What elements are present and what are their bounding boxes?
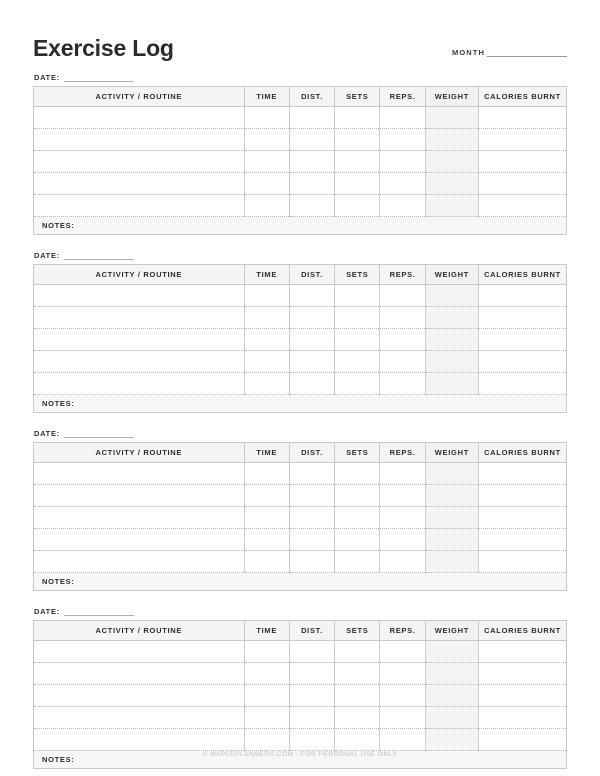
cell-sets[interactable] <box>335 107 380 129</box>
date-label: DATE: <box>34 251 60 260</box>
column-header-time: TIME <box>244 621 289 641</box>
cell-time[interactable] <box>244 351 289 373</box>
cell-activity[interactable] <box>34 729 245 751</box>
cell-dist[interactable] <box>289 485 334 507</box>
table-row[interactable] <box>34 507 567 529</box>
column-header-weight: WEIGHT <box>425 443 478 463</box>
table-body <box>34 285 567 413</box>
table-row[interactable] <box>34 685 567 707</box>
cell-calories[interactable] <box>479 173 567 195</box>
cell-sets[interactable] <box>335 329 380 351</box>
cell-calories[interactable] <box>479 729 567 751</box>
cell-activity[interactable] <box>34 151 245 173</box>
cell-time[interactable] <box>244 173 289 195</box>
column-header-sets: SETS <box>335 87 380 107</box>
cell-reps[interactable] <box>380 329 425 351</box>
date-input-line[interactable] <box>64 72 134 82</box>
cell-time[interactable] <box>244 329 289 351</box>
cell-activity[interactable] <box>34 129 245 151</box>
cell-weight[interactable] <box>425 707 478 729</box>
cell-time[interactable] <box>244 707 289 729</box>
cell-sets[interactable] <box>335 707 380 729</box>
page-title: Exercise Log <box>33 35 174 61</box>
date-field[interactable] <box>33 247 567 260</box>
table-row[interactable] <box>34 485 567 507</box>
cell-reps[interactable] <box>380 485 425 507</box>
table-body <box>34 641 567 769</box>
cell-activity[interactable] <box>34 195 245 217</box>
cell-sets[interactable] <box>335 307 380 329</box>
footer-copyright: © MAPLEPLANNERS.COM - FOR PERSONAL USE ONLY <box>202 751 398 758</box>
cell-weight[interactable] <box>425 685 478 707</box>
table-header-row <box>34 443 567 463</box>
cell-reps[interactable] <box>380 529 425 551</box>
column-header-activity: ACTIVITY / ROUTINE <box>34 621 245 641</box>
cell-activity[interactable] <box>34 351 245 373</box>
cell-weight[interactable] <box>425 373 478 395</box>
cell-calories[interactable] <box>479 507 567 529</box>
date-field[interactable] <box>33 69 567 82</box>
table-row[interactable] <box>34 351 567 373</box>
table-body <box>34 463 567 591</box>
cell-dist[interactable] <box>289 463 334 485</box>
cell-sets[interactable] <box>335 285 380 307</box>
cell-reps[interactable] <box>380 351 425 373</box>
cell-activity[interactable] <box>34 373 245 395</box>
month-input-line[interactable] <box>487 47 567 57</box>
cell-dist[interactable] <box>289 329 334 351</box>
cell-dist[interactable] <box>289 151 334 173</box>
cell-calories[interactable] <box>479 485 567 507</box>
cell-weight[interactable] <box>425 729 478 751</box>
cell-time[interactable] <box>244 729 289 751</box>
table-row[interactable] <box>34 551 567 573</box>
column-header-time: TIME <box>244 265 289 285</box>
notes-row[interactable] <box>34 217 567 235</box>
cell-dist[interactable] <box>289 351 334 373</box>
cell-dist[interactable] <box>289 551 334 573</box>
cell-calories[interactable] <box>479 373 567 395</box>
table-row[interactable] <box>34 373 567 395</box>
table-row[interactable] <box>34 307 567 329</box>
cell-time[interactable] <box>244 107 289 129</box>
table-header-row <box>34 265 567 285</box>
cell-time[interactable] <box>244 551 289 573</box>
cell-calories[interactable] <box>479 329 567 351</box>
cell-dist[interactable] <box>289 195 334 217</box>
cell-dist[interactable] <box>289 285 334 307</box>
notes-row[interactable] <box>34 573 567 591</box>
date-label: DATE: <box>34 429 60 438</box>
cell-sets[interactable] <box>335 663 380 685</box>
date-label: DATE: <box>34 73 60 82</box>
exercise-table <box>33 264 567 413</box>
log-section <box>33 603 567 769</box>
cell-time[interactable] <box>244 485 289 507</box>
cell-calories[interactable] <box>479 151 567 173</box>
cell-dist[interactable] <box>289 173 334 195</box>
exercise-table <box>33 442 567 591</box>
cell-sets[interactable] <box>335 507 380 529</box>
cell-calories[interactable] <box>479 663 567 685</box>
column-header-calories: CALORIES BURNT <box>479 265 567 285</box>
log-section <box>33 425 567 591</box>
column-header-reps: REPS. <box>380 87 425 107</box>
cell-dist[interactable] <box>289 729 334 751</box>
column-header-dist: DIST. <box>289 87 334 107</box>
cell-dist[interactable] <box>289 129 334 151</box>
month-label: MONTH <box>452 48 485 57</box>
table-row[interactable] <box>34 729 567 751</box>
cell-dist[interactable] <box>289 107 334 129</box>
cell-reps[interactable] <box>380 285 425 307</box>
cell-calories[interactable] <box>479 307 567 329</box>
cell-sets[interactable] <box>335 641 380 663</box>
cell-reps[interactable] <box>380 507 425 529</box>
cell-sets[interactable] <box>335 485 380 507</box>
cell-weight[interactable] <box>425 107 478 129</box>
cell-weight[interactable] <box>425 173 478 195</box>
column-header-reps: REPS. <box>380 621 425 641</box>
cell-time[interactable] <box>244 529 289 551</box>
column-header-sets: SETS <box>335 621 380 641</box>
cell-reps[interactable] <box>380 129 425 151</box>
cell-calories[interactable] <box>479 351 567 373</box>
cell-activity[interactable] <box>34 663 245 685</box>
date-input-line[interactable] <box>64 428 134 438</box>
cell-reps[interactable] <box>380 707 425 729</box>
cell-weight[interactable] <box>425 351 478 373</box>
cell-weight[interactable] <box>425 285 478 307</box>
cell-calories[interactable] <box>479 129 567 151</box>
cell-calories[interactable] <box>479 641 567 663</box>
cell-activity[interactable] <box>34 641 245 663</box>
table-header-row <box>34 87 567 107</box>
cell-reps[interactable] <box>380 307 425 329</box>
date-input-line[interactable] <box>64 250 134 260</box>
cell-activity[interactable] <box>34 329 245 351</box>
column-header-weight: WEIGHT <box>425 265 478 285</box>
cell-sets[interactable] <box>335 195 380 217</box>
cell-time[interactable] <box>244 307 289 329</box>
cell-reps[interactable] <box>380 641 425 663</box>
cell-calories[interactable] <box>479 195 567 217</box>
cell-sets[interactable] <box>335 151 380 173</box>
table-row[interactable] <box>34 129 567 151</box>
cell-calories[interactable] <box>479 107 567 129</box>
column-header-sets: SETS <box>335 443 380 463</box>
cell-activity[interactable] <box>34 463 245 485</box>
column-header-time: TIME <box>244 443 289 463</box>
month-field[interactable] <box>452 47 567 60</box>
cell-activity[interactable] <box>34 485 245 507</box>
column-header-calories: CALORIES BURNT <box>479 621 567 641</box>
table-header-row <box>34 621 567 641</box>
cell-weight[interactable] <box>425 151 478 173</box>
cell-sets[interactable] <box>335 463 380 485</box>
cell-time[interactable] <box>244 685 289 707</box>
cell-sets[interactable] <box>335 173 380 195</box>
page-header <box>33 22 567 60</box>
column-header-calories: CALORIES BURNT <box>479 443 567 463</box>
cell-calories[interactable] <box>479 529 567 551</box>
cell-sets[interactable] <box>335 729 380 751</box>
cell-weight[interactable] <box>425 551 478 573</box>
cell-activity[interactable] <box>34 529 245 551</box>
cell-time[interactable] <box>244 285 289 307</box>
column-header-weight: WEIGHT <box>425 621 478 641</box>
column-header-reps: REPS. <box>380 443 425 463</box>
log-section <box>33 247 567 413</box>
cell-reps[interactable] <box>380 685 425 707</box>
column-header-reps: REPS. <box>380 265 425 285</box>
column-header-dist: DIST. <box>289 621 334 641</box>
cell-weight[interactable] <box>425 307 478 329</box>
exercise-table <box>33 86 567 235</box>
cell-weight[interactable] <box>425 507 478 529</box>
cell-time[interactable] <box>244 663 289 685</box>
cell-calories[interactable] <box>479 285 567 307</box>
cell-sets[interactable] <box>335 129 380 151</box>
cell-reps[interactable] <box>380 551 425 573</box>
cell-sets[interactable] <box>335 685 380 707</box>
column-header-activity: ACTIVITY / ROUTINE <box>34 265 245 285</box>
column-header-dist: DIST. <box>289 265 334 285</box>
table-row[interactable] <box>34 707 567 729</box>
cell-reps[interactable] <box>380 463 425 485</box>
cell-weight[interactable] <box>425 463 478 485</box>
log-section <box>33 69 567 235</box>
cell-time[interactable] <box>244 151 289 173</box>
cell-sets[interactable] <box>335 551 380 573</box>
cell-activity[interactable] <box>34 707 245 729</box>
table-row[interactable] <box>34 463 567 485</box>
date-field[interactable] <box>33 603 567 616</box>
cell-dist[interactable] <box>289 685 334 707</box>
table-row[interactable] <box>34 173 567 195</box>
table-row[interactable] <box>34 663 567 685</box>
cell-dist[interactable] <box>289 307 334 329</box>
column-header-dist: DIST. <box>289 443 334 463</box>
cell-activity[interactable] <box>34 507 245 529</box>
cell-dist[interactable] <box>289 707 334 729</box>
cell-reps[interactable] <box>380 107 425 129</box>
cell-reps[interactable] <box>380 195 425 217</box>
notes-row[interactable] <box>34 395 567 413</box>
cell-time[interactable] <box>244 507 289 529</box>
cell-activity[interactable] <box>34 107 245 129</box>
column-header-activity: ACTIVITY / ROUTINE <box>34 443 245 463</box>
cell-time[interactable] <box>244 373 289 395</box>
column-header-weight: WEIGHT <box>425 87 478 107</box>
cell-weight[interactable] <box>425 663 478 685</box>
cell-calories[interactable] <box>479 551 567 573</box>
cell-weight[interactable] <box>425 529 478 551</box>
cell-reps[interactable] <box>380 151 425 173</box>
cell-reps[interactable] <box>380 373 425 395</box>
cell-reps[interactable] <box>380 663 425 685</box>
cell-time[interactable] <box>244 195 289 217</box>
date-label: DATE: <box>34 607 60 616</box>
cell-dist[interactable] <box>289 373 334 395</box>
cell-activity[interactable] <box>34 285 245 307</box>
table-body <box>34 107 567 235</box>
cell-dist[interactable] <box>289 663 334 685</box>
cell-dist[interactable] <box>289 507 334 529</box>
cell-activity[interactable] <box>34 685 245 707</box>
notes-label[interactable]: NOTES: <box>34 751 567 769</box>
cell-calories[interactable] <box>479 685 567 707</box>
cell-weight[interactable] <box>425 329 478 351</box>
cell-activity[interactable] <box>34 173 245 195</box>
cell-weight[interactable] <box>425 485 478 507</box>
cell-time[interactable] <box>244 641 289 663</box>
cell-activity[interactable] <box>34 551 245 573</box>
notes-label[interactable]: NOTES: <box>34 573 567 591</box>
exercise-table <box>33 620 567 769</box>
cell-dist[interactable] <box>289 641 334 663</box>
table-row[interactable] <box>34 285 567 307</box>
table-row[interactable] <box>34 641 567 663</box>
notes-label[interactable]: NOTES: <box>34 217 567 235</box>
table-row[interactable] <box>34 329 567 351</box>
cell-time[interactable] <box>244 463 289 485</box>
table-row[interactable] <box>34 529 567 551</box>
column-header-sets: SETS <box>335 265 380 285</box>
cell-activity[interactable] <box>34 307 245 329</box>
cell-sets[interactable] <box>335 373 380 395</box>
cell-reps[interactable] <box>380 729 425 751</box>
table-row[interactable] <box>34 195 567 217</box>
cell-weight[interactable] <box>425 129 478 151</box>
date-input-line[interactable] <box>64 606 134 616</box>
table-row[interactable] <box>34 107 567 129</box>
date-field[interactable] <box>33 425 567 438</box>
cell-dist[interactable] <box>289 529 334 551</box>
column-header-calories: CALORIES BURNT <box>479 87 567 107</box>
column-header-activity: ACTIVITY / ROUTINE <box>34 87 245 107</box>
cell-sets[interactable] <box>335 529 380 551</box>
column-header-time: TIME <box>244 87 289 107</box>
cell-time[interactable] <box>244 129 289 151</box>
table-row[interactable] <box>34 151 567 173</box>
cell-calories[interactable] <box>479 707 567 729</box>
cell-calories[interactable] <box>479 463 567 485</box>
cell-weight[interactable] <box>425 641 478 663</box>
notes-label[interactable]: NOTES: <box>34 395 567 413</box>
cell-weight[interactable] <box>425 195 478 217</box>
cell-reps[interactable] <box>380 173 425 195</box>
cell-sets[interactable] <box>335 351 380 373</box>
